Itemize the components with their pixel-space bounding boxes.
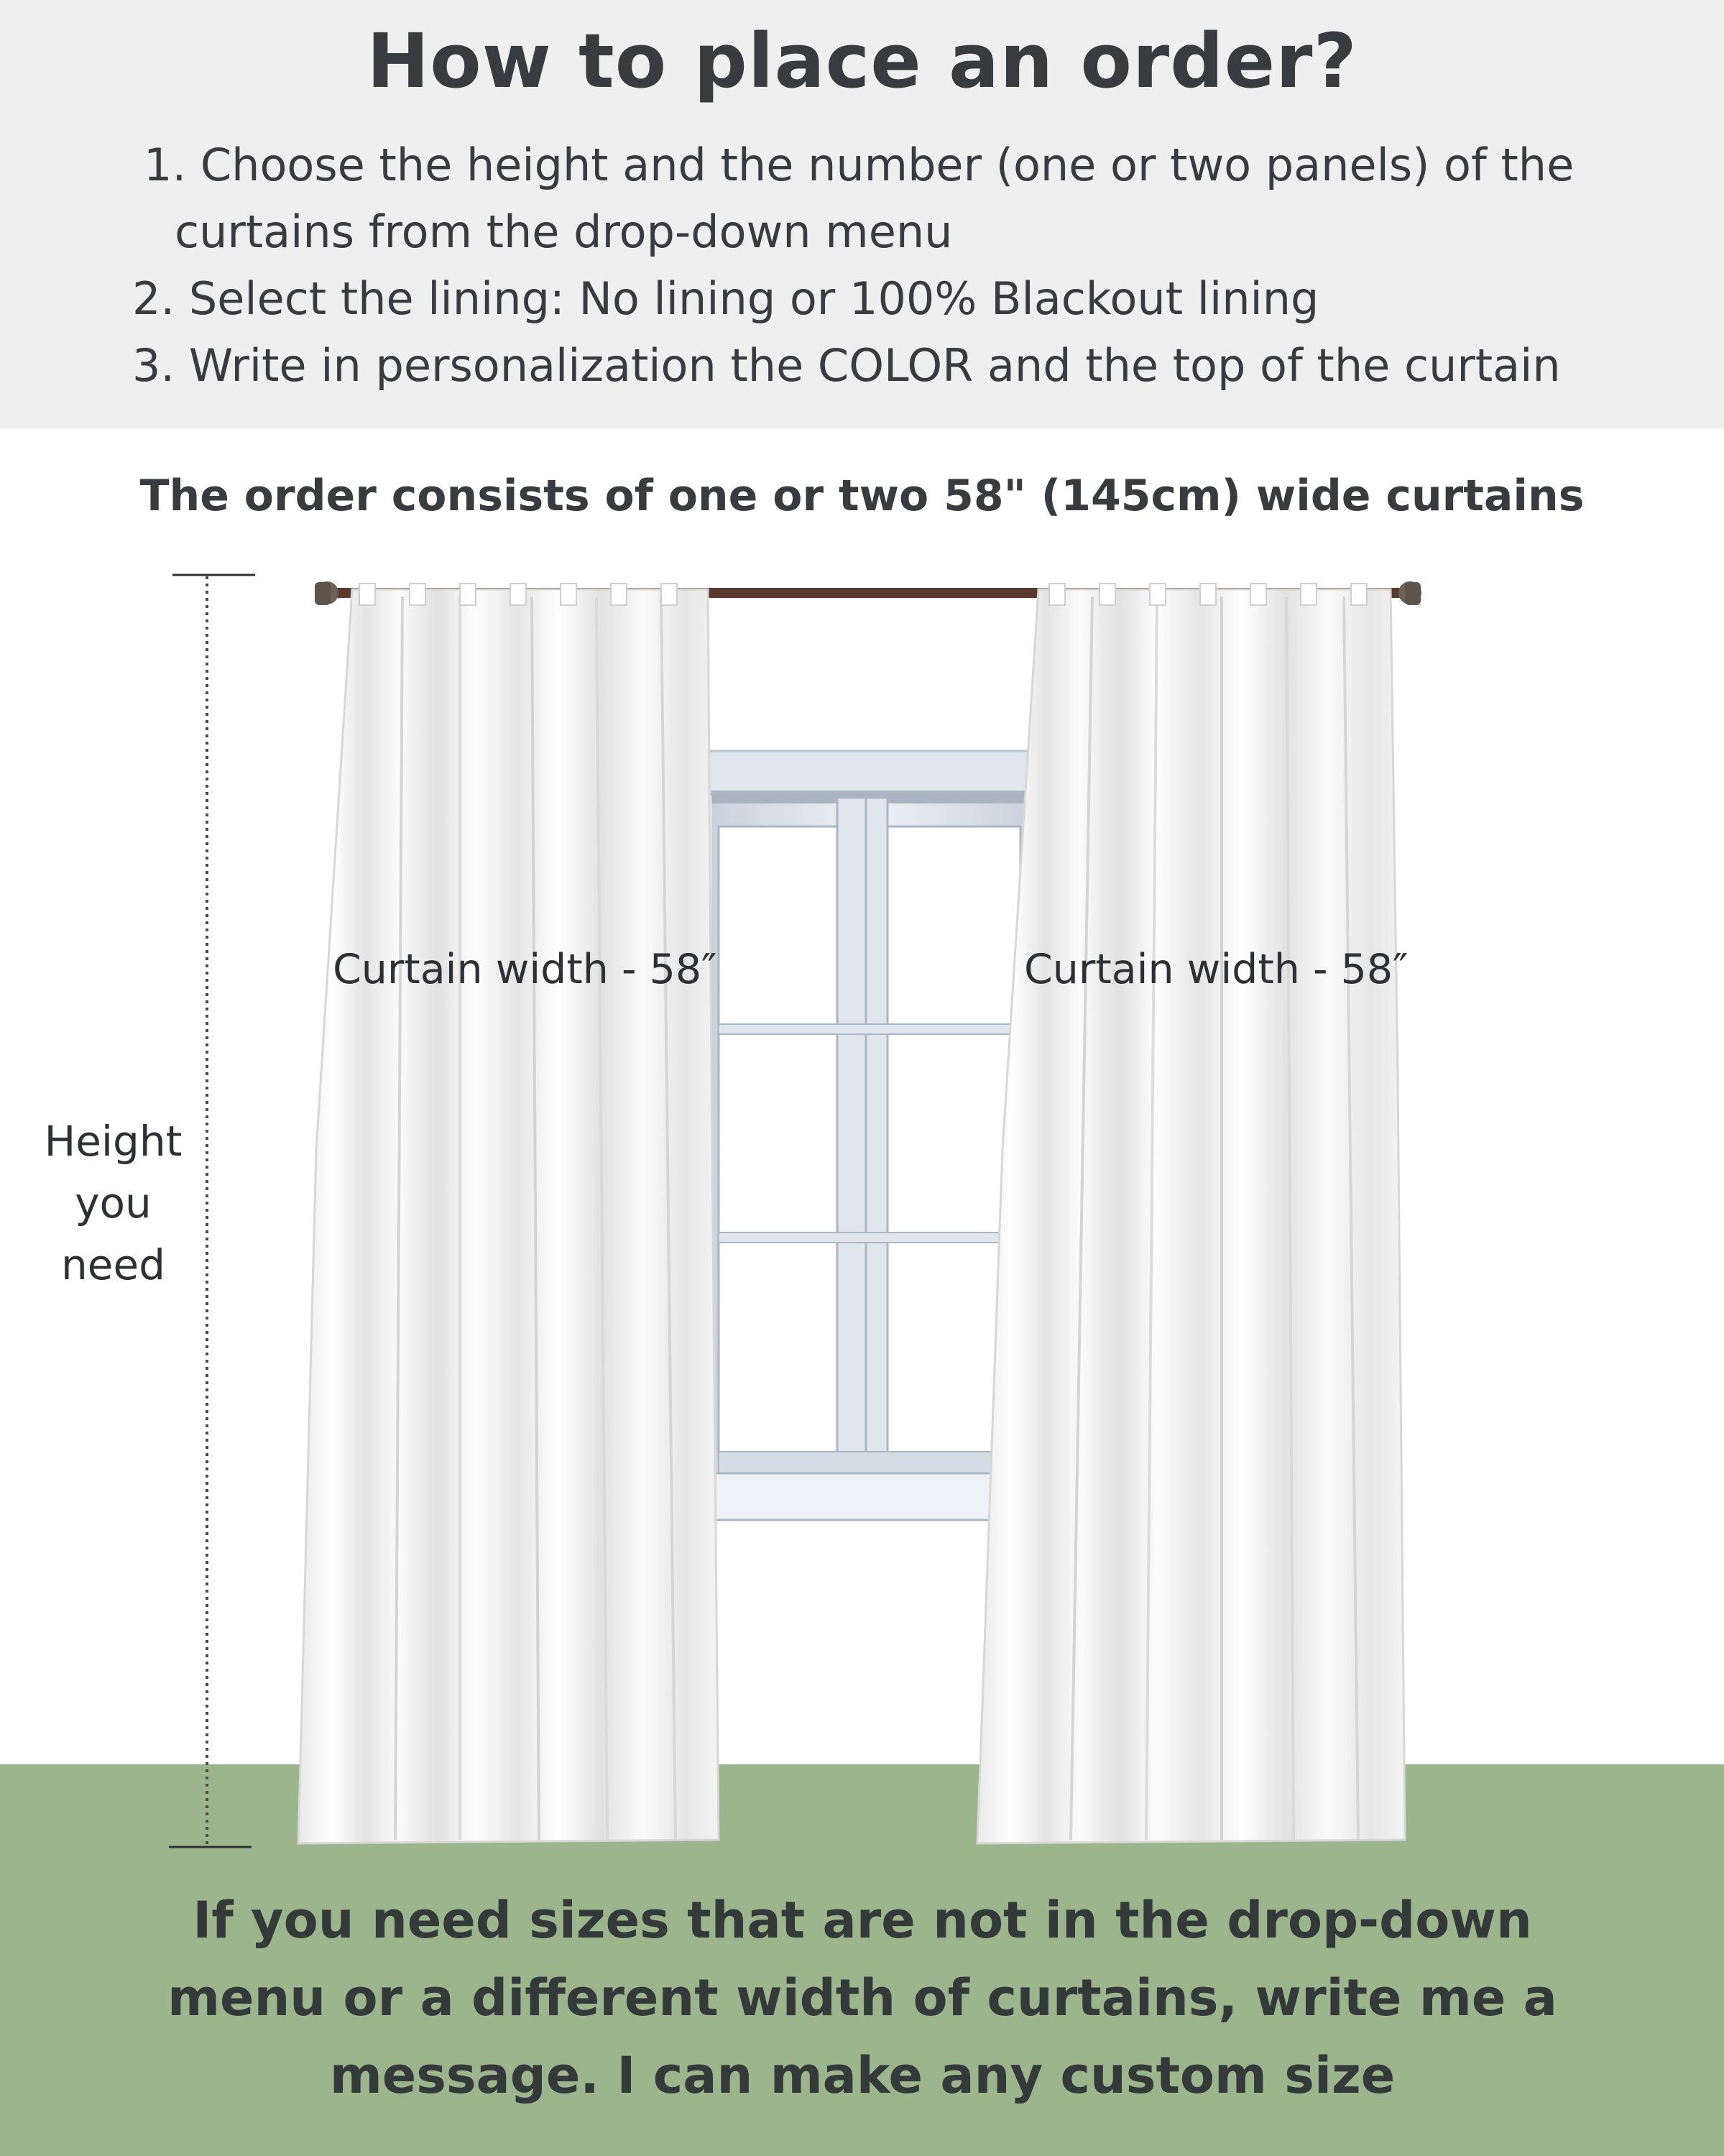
step-1-text: Choose the height and the number (one or two panels) of the xyxy=(200,139,1575,191)
height-label-line-1: Height xyxy=(44,1117,183,1166)
right-curtain xyxy=(977,589,1405,1843)
footer-line-3: message. I can make any custom size xyxy=(329,2046,1396,2105)
height-label-line-2: you xyxy=(75,1179,152,1227)
footer-line-1: If you need sizes that are not in the drop-down xyxy=(193,1891,1532,1950)
left-curtain xyxy=(298,589,719,1843)
step-3-number: 3. xyxy=(132,339,175,392)
step-3-text: Write in personalization the COLOR and the top of the curtain xyxy=(188,339,1561,392)
height-label-line-3: need xyxy=(61,1240,165,1289)
page-title: How to place an order? xyxy=(367,17,1357,105)
custom-size-message xyxy=(108,1881,1617,2114)
right-curtain-width-label: Curtain width - 58″ xyxy=(1024,946,1409,993)
step-1-line-2: curtains from the drop-down menu xyxy=(175,206,953,258)
step-2-text: Select the lining: No lining or 100% Blackout lining xyxy=(188,272,1319,325)
step-2-number: 2. xyxy=(132,272,175,325)
step-1-number: 1. xyxy=(144,139,187,191)
order-width-subtitle: The order consists of one or two 58" (145cm) wide curtains xyxy=(139,471,1585,521)
left-curtain-width-label: Curtain width - 58″ xyxy=(333,946,717,993)
height-label xyxy=(29,1110,198,1296)
window xyxy=(706,751,1035,1520)
footer-line-2: menu or a different width of curtains, write me a xyxy=(167,1968,1557,2027)
